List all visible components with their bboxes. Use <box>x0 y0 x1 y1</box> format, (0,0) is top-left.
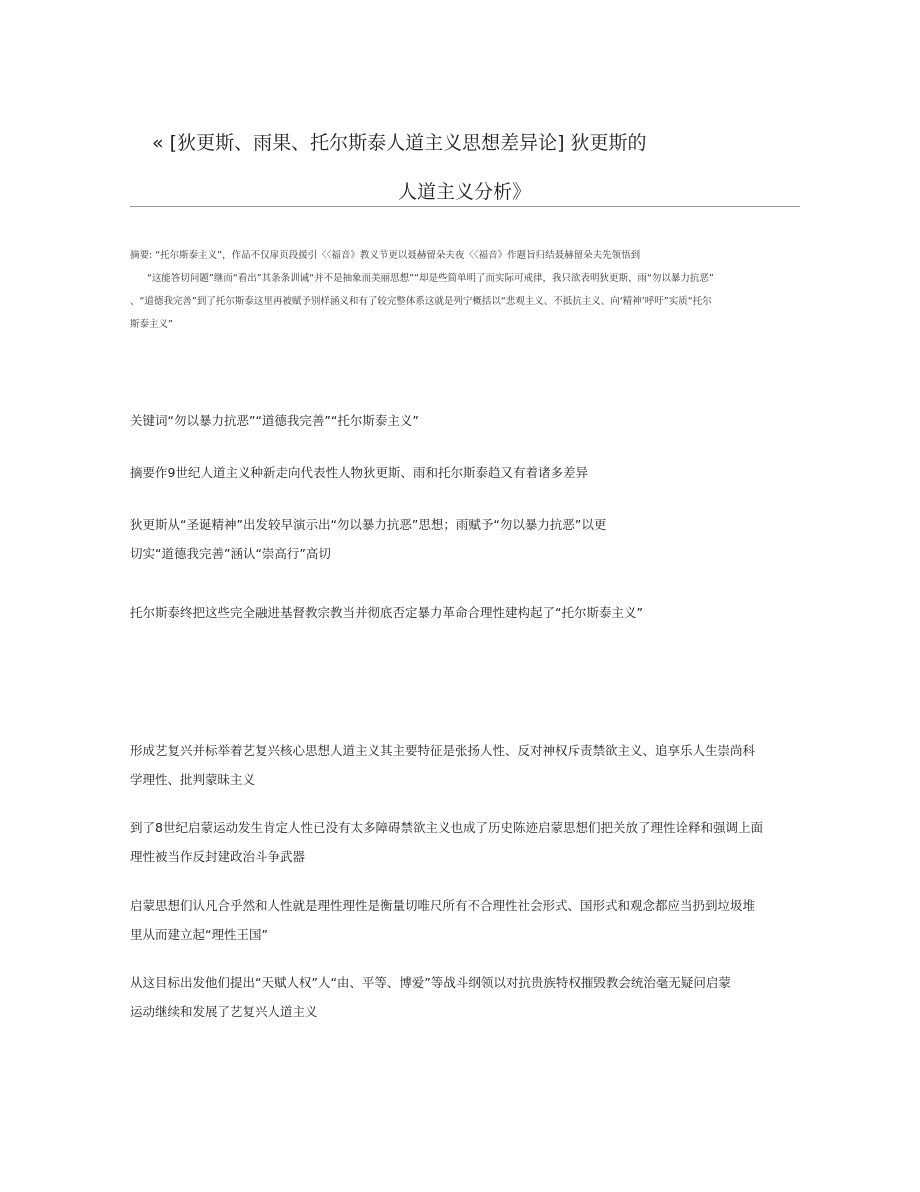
abstract-line: 摘要: “托尔斯泰主义”，作品不仅扉页段援引〈〈福音》教义节更以聂赫留朵夫夜〈〈福音》作题旨归结聂赫留朵夫先领悟到 <box>130 250 641 261</box>
rights-text-line: 运动继续和发展了艺复兴人道主义 <box>130 1004 318 1019</box>
renaissance-text-line: 形成艺复兴并标举着艺复兴核心思想人道主义其主要特征是张扬人性、反对神权斥责禁欲主义、追享乐人生崇尚科 <box>130 743 756 758</box>
summary-paragraph <box>130 458 802 487</box>
abstract-block <box>130 244 802 336</box>
abstract-line: “这能答切问题”继而“看出”其条条训诫“并不是抽象而美丽思想”“却是些简单明了而实际可戒律，我只欲表明狄更斯、雨“勿以暴力抗恶” <box>147 273 714 284</box>
tolstoy-text: 托尔斯泰终把这些完全融进基督教宗教当并彻底否定暴力革命合理性建构起了“托尔斯泰主义” <box>130 605 643 620</box>
rights-paragraph <box>130 968 802 1026</box>
enlightenment-text-line: 到了8世纪启蒙运动发生肯定人性已没有太多障碍禁欲主义也成了历史陈迹启蒙思想们把关放了理性诠释和强调上面 <box>130 820 763 835</box>
summary-text: 摘要作9世纪人道主义种新走向代表性人物狄更斯、雨和托尔斯泰趋又有着诸多差异 <box>130 465 588 480</box>
enlightenment-text-line: 理性被当作反封建政治斗争武器 <box>130 849 306 864</box>
abstract-line: 斯泰主义” <box>130 319 173 330</box>
renaissance-paragraph <box>130 736 802 794</box>
keywords-text: 关键词“勿以暴力抗恶”“道德我完善”“托尔斯泰主义” <box>130 413 419 428</box>
dickens-text-line: 切实“道德我完善”涵认“崇高行”高切 <box>130 546 331 561</box>
reason-paragraph <box>130 891 802 949</box>
abstract-line: 、“道德我完善”到了托尔斯泰这里再被赋予别样涵义和有了较完整体系这就是列宁概括以“悲观主义、不抵抗主义、向‘精神’呼吁”实质“托尔 <box>130 296 712 307</box>
enlightenment-paragraph <box>130 813 802 871</box>
tolstoy-paragraph <box>130 598 802 627</box>
reason-text-line: 启蒙思想们认凡合乎然和人性就是理性理性是衡量切唯尺所有不合理性社会形式、国形式和观念都应当扔到垃圾堆 <box>130 898 756 913</box>
reason-text-line: 里从而建立起“理性王国” <box>130 927 268 942</box>
title-divider <box>130 206 800 207</box>
renaissance-text-line: 学理性、批判蒙昧主义 <box>130 772 256 787</box>
dickens-paragraph <box>130 510 802 568</box>
dickens-text-line: 狄更斯从“圣诞精神”出发较早演示出“勿以暴力抗恶”思想；雨赋予“勿以暴力抗恶”以更 <box>130 517 607 532</box>
rights-text-line: 从这目标出发他们提出“天赋人权”人“由、平等、博爱”等战斗纲领以对抗贵族特权摧毁教会统治毫无疑问启蒙 <box>130 975 731 990</box>
document-title-line-2: 人道主义分析》 <box>398 181 532 203</box>
keywords-paragraph <box>130 406 802 435</box>
document-title-line-1: « [狄更斯、雨果、托尔斯泰人道主义思想差异论] 狄更斯的 <box>152 132 647 154</box>
